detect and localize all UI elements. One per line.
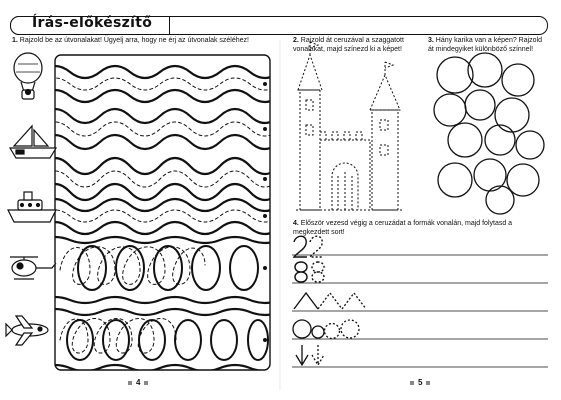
left-page-number xyxy=(124,378,152,387)
helicopter-icon xyxy=(10,257,56,279)
page-marker-icon xyxy=(128,381,132,385)
right-page-number xyxy=(406,378,434,387)
shape-row-hook xyxy=(294,236,323,257)
shape-row-eight xyxy=(295,262,324,282)
task4-number: 4. xyxy=(293,220,299,227)
ship-icon xyxy=(8,192,56,222)
page-marker-icon xyxy=(144,381,148,385)
page-marker-icon xyxy=(410,381,414,385)
page-title: Írás-előkészítő xyxy=(32,15,153,31)
right-page-number-text: 5 xyxy=(418,378,423,387)
task2-number: 2. xyxy=(293,37,299,44)
left-page-number-text: 4 xyxy=(136,378,141,387)
shape-row-circles xyxy=(293,320,359,339)
task1-text: Rajzold be az útvonalakat! Ügyelj arra, hogy ne érj az útvonalak széléhez! xyxy=(19,37,249,44)
tracing-maze xyxy=(40,55,280,371)
writing-lines xyxy=(292,255,548,367)
shape-row-arrows xyxy=(296,345,324,365)
task4-text: Először vezesd végig a ceruzádat a formák vonalán, majd folytasd a megkezdett sort! xyxy=(293,220,513,236)
shape-row-triangles xyxy=(294,293,366,309)
page-marker-icon xyxy=(426,381,430,385)
sailboat-icon xyxy=(10,126,56,158)
task2-text: Rajzold át ceruzával a szaggatott vonalakat, majd színezd ki a képet! xyxy=(293,37,404,53)
task3-text: Hány karika van a képen? Rajzold át mindegyiket különböző színnel! xyxy=(428,37,543,53)
airplane-icon xyxy=(6,316,48,345)
castle-tracing xyxy=(296,42,402,210)
hot-air-balloon-icon xyxy=(14,53,42,99)
task1-number: 1. xyxy=(12,37,18,44)
overlapping-circles xyxy=(434,53,544,214)
task3-number: 3. xyxy=(428,37,434,44)
